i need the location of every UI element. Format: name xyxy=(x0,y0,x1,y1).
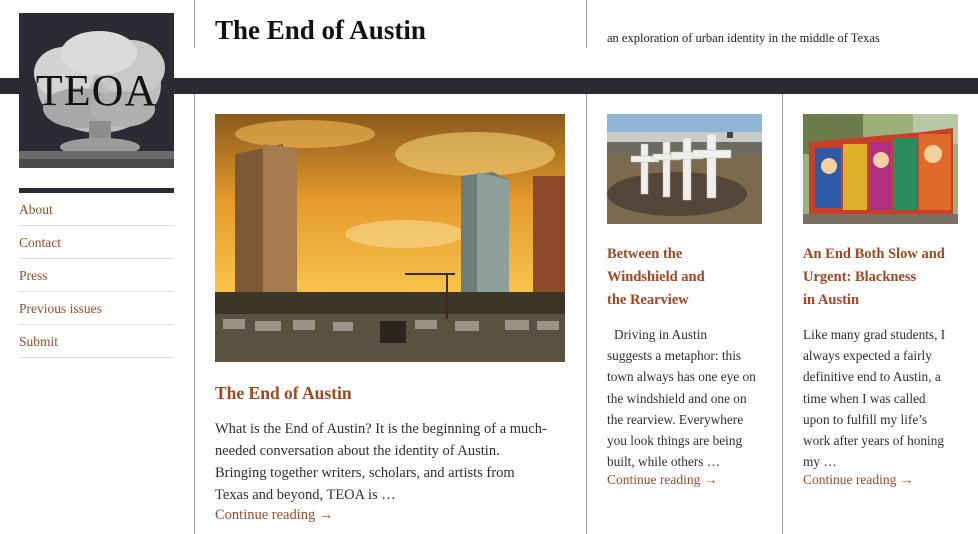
excerpt-line: suggests a metaphor: this xyxy=(607,348,742,364)
excerpt-line: the windshield and one on xyxy=(607,390,747,406)
post-title[interactable] xyxy=(803,243,945,312)
logo-text: TEOA xyxy=(35,66,158,115)
column-divider xyxy=(586,94,587,534)
post-title-line: the Rearview xyxy=(607,292,689,308)
nav-link-press[interactable]: Press xyxy=(19,268,48,283)
column-divider xyxy=(782,94,783,534)
excerpt-line: built, while others … xyxy=(607,454,721,470)
post-excerpt xyxy=(215,418,547,506)
excerpt-line: town always has one eye on xyxy=(607,369,756,385)
continue-reading-link[interactable]: Continue reading → xyxy=(215,507,334,523)
excerpt-line: Like many grad students, I xyxy=(803,327,946,342)
nav-item-submit xyxy=(19,325,174,358)
site-tagline: an exploration of urban identity in the middle of Texas xyxy=(607,31,880,45)
nav-link-contact[interactable]: Contact xyxy=(19,235,61,250)
post-title-line: Between the xyxy=(607,246,683,262)
post-title-line: An End Both Slow and xyxy=(803,246,945,262)
column-divider xyxy=(194,94,195,534)
post-title-line: in Austin xyxy=(803,292,860,308)
excerpt-line: you look things are being xyxy=(607,433,743,449)
post-excerpt xyxy=(803,324,945,472)
excerpt-line: upon to fulfill my life’s xyxy=(803,411,928,427)
header-divider xyxy=(194,0,195,48)
nav-item-press xyxy=(19,259,174,292)
site-title[interactable]: The End of Austin xyxy=(215,15,426,45)
excerpt-line: my … xyxy=(803,454,837,470)
excerpt-line: definitive end to Austin, a xyxy=(803,369,941,385)
excerpt-line: the rearview. Everywhere xyxy=(607,411,744,427)
post-title[interactable] xyxy=(607,243,705,312)
nav-item-previous-issues xyxy=(19,292,174,325)
excerpt-line: Texas and beyond, TEOA is … xyxy=(215,487,396,503)
post-image-roadside-crosses[interactable] xyxy=(607,114,762,224)
post-image-austin-skyline[interactable] xyxy=(215,114,565,362)
sidebar-nav xyxy=(19,193,174,358)
excerpt-line: What is the End of Austin? It is the beginning of a much- xyxy=(215,421,547,437)
nav-item-about xyxy=(19,193,174,226)
nav-item-contact xyxy=(19,226,174,259)
post-image-mural[interactable] xyxy=(803,114,958,224)
nav-link-submit[interactable]: Submit xyxy=(19,334,59,349)
excerpt-line: Driving in Austin xyxy=(614,327,708,342)
continue-reading-link[interactable]: Continue reading → xyxy=(607,472,718,487)
excerpt-line: time when I was called xyxy=(803,390,926,406)
post-excerpt xyxy=(607,324,756,472)
excerpt-line: needed conversation about the identity of Austin. xyxy=(215,443,500,459)
post-title-line: Windshield and xyxy=(607,269,705,285)
excerpt-line: Bringing together writers, scholars, and artists from xyxy=(215,465,515,481)
post-title-line: Urgent: Blackness xyxy=(803,269,917,285)
nav-link-previous-issues[interactable]: Previous issues xyxy=(19,301,102,316)
excerpt-line: always expected a fairly xyxy=(803,348,932,364)
excerpt-line: work after years of honing xyxy=(803,433,945,449)
site-logo[interactable] xyxy=(19,13,174,168)
header-divider xyxy=(586,0,587,48)
continue-reading-link[interactable]: Continue reading → xyxy=(803,472,914,487)
post-title[interactable]: The End of Austin xyxy=(215,383,352,403)
nav-link-about[interactable]: About xyxy=(19,202,53,217)
